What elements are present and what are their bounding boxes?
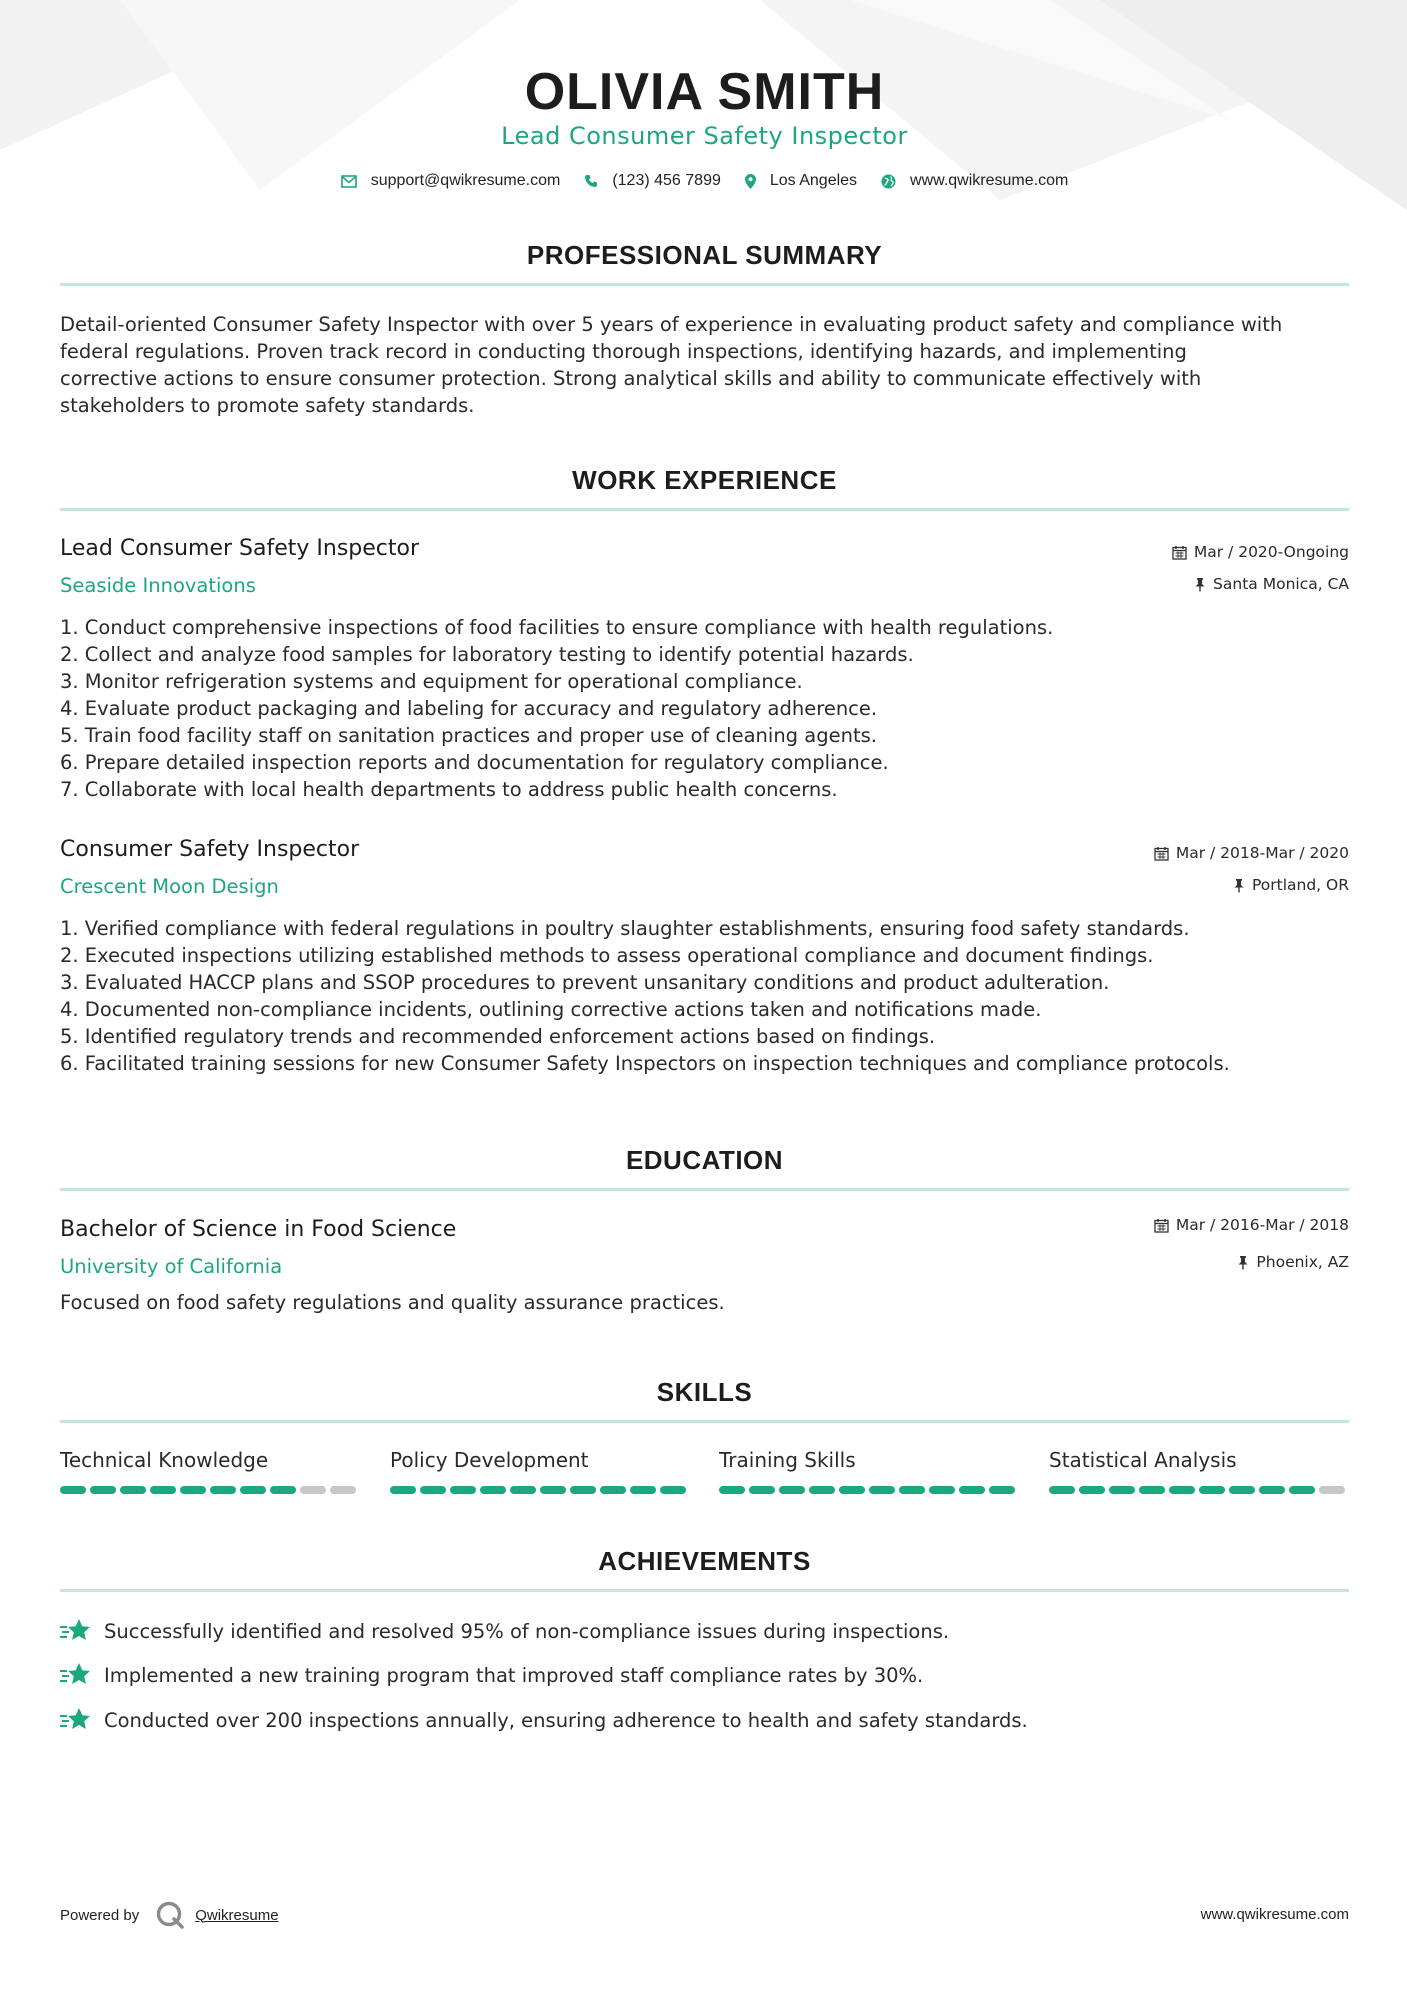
contact-location-text: Los Angeles [769,172,858,189]
list-item: 7. Collaborate with local health departments to address public health concerns. [60,778,838,801]
school-name: University of California [60,1255,283,1278]
skill-dot-empty [330,1486,356,1494]
skill-dot-filled [240,1486,266,1494]
skill-dot-filled [809,1486,835,1494]
envelope-icon [341,175,357,188]
contact-phone[interactable] [584,172,721,190]
contact-email-text: support@qwikresume.com [370,172,561,189]
experience-heading: WORK EXPERIENCE [572,465,837,495]
list-item: 4. Documented non-compliance incidents, outlining corrective actions taken and notifications made. [60,998,1042,1021]
summary-line: corrective actions to ensure consumer protection. Strong analytical skills and ability to communicate effectively with [60,367,1202,390]
skill-dot-filled [779,1486,805,1494]
skill-item [1049,1448,1349,1494]
skill-dot-filled [420,1486,446,1494]
summary-line: stakeholders to promote safety standards. [60,394,475,417]
skill-dot-filled [540,1486,566,1494]
star-icon [60,1618,92,1644]
skill-dot-filled [1109,1486,1135,1494]
summary-line: federal regulations. Proven track record in conducting thorough inspections, identifying hazards, and implementing [60,340,1187,363]
candidate-role: Lead Consumer Safety Inspector [501,122,908,150]
contact-location [745,172,857,190]
skill-dot-filled [180,1486,206,1494]
qwikresume-logo-icon [155,1900,185,1930]
job-location [1233,876,1349,894]
achievements-heading: ACHIEVEMENTS [598,1546,811,1576]
map-pin-icon [745,174,756,189]
job-responsibilities [60,614,1349,803]
summary-line: Detail-oriented Consumer Safety Inspector with over 5 years of experience in evaluating product safety and compliance with [60,313,1283,336]
skill-rating [60,1486,360,1494]
list-item: 6. Facilitated training sessions for new Consumer Safety Inspectors on inspection techniques and compliance protocols. [60,1052,1230,1075]
degree-title: Bachelor of Science in Food Science [60,1217,457,1242]
contact-phone-text: (123) 456 7899 [612,172,721,189]
job-dates [1172,543,1349,561]
skill-dot-filled [450,1486,476,1494]
summary-text [60,311,1349,419]
skill-dot-filled [1199,1486,1225,1494]
skill-dot-filled [1289,1486,1315,1494]
company-name: Seaside Innovations [60,574,256,597]
achievement-text: Conducted over 200 inspections annually, ensuring adherence to health and safety standards. [104,1708,1028,1732]
skill-dot-filled [150,1486,176,1494]
skill-dot-empty [300,1486,326,1494]
job-location-text: Portland, OR [1251,876,1349,894]
skill-dot-filled [270,1486,296,1494]
contact-website-text: www.qwikresume.com [910,172,1069,189]
skills-heading: SKILLS [656,1377,753,1407]
experience-divider [60,508,1349,511]
skill-name: Training Skills [719,1448,856,1472]
contact-website[interactable] [881,172,1068,190]
skill-dot-filled [1079,1486,1105,1494]
education-heading: EDUCATION [625,1145,784,1175]
achievement-item [60,1707,1028,1733]
pushpin-icon [1233,878,1245,893]
skill-dot-filled [899,1486,925,1494]
calendar-icon [1154,846,1169,861]
skill-dot-filled [60,1486,86,1494]
star-icon [60,1707,92,1733]
skill-dot-filled [1259,1486,1285,1494]
achievement-item [60,1618,949,1644]
skill-dot-filled [929,1486,955,1494]
phone-icon [584,174,598,188]
skill-name: Statistical Analysis [1049,1448,1237,1472]
footer-powered-by [60,1900,279,1930]
education-location-text: Phoenix, AZ [1256,1253,1349,1271]
list-item: 5. Identified regulatory trends and recommended enforcement actions based on findings. [60,1025,936,1048]
globe-icon [881,174,896,189]
skill-rating [1049,1486,1349,1494]
skill-item [719,1448,1019,1494]
calendar-icon [1154,1218,1169,1233]
skill-item [390,1448,690,1494]
job-location-text: Santa Monica, CA [1213,575,1349,593]
education-location [1237,1253,1349,1271]
list-item: 6. Prepare detailed inspection reports and documentation for regulatory compliance. [60,751,889,774]
skill-dot-filled [959,1486,985,1494]
skill-dot-filled [869,1486,895,1494]
skill-dot-filled [510,1486,536,1494]
job-title: Consumer Safety Inspector [60,837,360,862]
skill-dot-filled [749,1486,775,1494]
skill-name: Policy Development [390,1448,589,1472]
job-responsibilities [60,915,1349,1077]
education-description: Focused on food safety regulations and quality assurance practices. [60,1291,725,1314]
summary-heading: PROFESSIONAL SUMMARY [526,240,883,270]
skill-dot-filled [630,1486,656,1494]
contact-email[interactable] [341,172,561,190]
list-item: 1. Verified compliance with federal regulations in poultry slaughter establishments, ensuring food safety standards. [60,917,1190,940]
skill-dot-filled [570,1486,596,1494]
achievement-text: Successfully identified and resolved 95% of non-compliance issues during inspections. [104,1619,950,1643]
skill-dot-filled [839,1486,865,1494]
education-dates [1154,1216,1349,1234]
education-divider [60,1188,1349,1191]
powered-by-label: Powered by [60,1906,140,1924]
skill-dot-filled [210,1486,236,1494]
list-item: 3. Monitor refrigeration systems and equipment for operational compliance. [60,670,803,693]
skill-rating [719,1486,1019,1494]
list-item: 3. Evaluated HACCP plans and SSOP procedures to prevent unsanitary conditions and product adulteration. [60,971,1110,994]
skill-name: Technical Knowledge [60,1448,269,1472]
list-item: 5. Train food facility staff on sanitation practices and proper use of cleaning agents. [60,724,877,747]
job-title: Lead Consumer Safety Inspector [60,536,420,561]
skills-divider [60,1420,1349,1423]
skill-dot-filled [600,1486,626,1494]
calendar-icon [1172,545,1187,560]
achievements-divider [60,1589,1349,1592]
skill-dot-filled [989,1486,1015,1494]
footer-website[interactable]: www.qwikresume.com [1200,1906,1349,1923]
skill-dot-filled [390,1486,416,1494]
skill-dot-filled [1049,1486,1075,1494]
list-item: 2. Executed inspections utilizing established methods to assess operational compliance and document findings. [60,944,1154,967]
job-dates [1154,844,1349,862]
skill-dot-filled [480,1486,506,1494]
education-dates-text: Mar / 2016-Mar / 2018 [1175,1216,1349,1234]
skill-dot-filled [1169,1486,1195,1494]
pushpin-icon [1237,1255,1249,1270]
list-item: 2. Collect and analyze food samples for laboratory testing to identify potential hazards. [60,643,914,666]
list-item: 1. Conduct comprehensive inspections of food facilities to ensure compliance with health regulations. [60,616,1054,639]
skill-dot-filled [1229,1486,1255,1494]
job-dates-text: Mar / 2018-Mar / 2020 [1175,844,1349,862]
skill-item [60,1448,360,1494]
skill-dot-filled [1139,1486,1165,1494]
skill-dot-filled [660,1486,686,1494]
summary-divider [60,283,1349,286]
skill-dot-filled [90,1486,116,1494]
list-item: 4. Evaluate product packaging and labeling for accuracy and regulatory adherence. [60,697,878,720]
candidate-name: OLIVIA SMITH [524,63,885,121]
pushpin-icon [1194,577,1206,592]
skill-dot-filled [719,1486,745,1494]
achievement-text: Implemented a new training program that improved staff compliance rates by 30%. [104,1663,924,1687]
skill-dot-empty [1319,1486,1345,1494]
qwikresume-link[interactable]: Qwikresume [195,1906,279,1924]
job-location [1194,575,1349,593]
achievement-item [60,1662,923,1688]
contact-bar [60,172,1349,190]
skill-dot-filled [120,1486,146,1494]
star-icon [60,1662,92,1688]
job-dates-text: Mar / 2020-Ongoing [1193,543,1349,561]
company-name: Crescent Moon Design [60,875,279,898]
skill-rating [390,1486,690,1494]
